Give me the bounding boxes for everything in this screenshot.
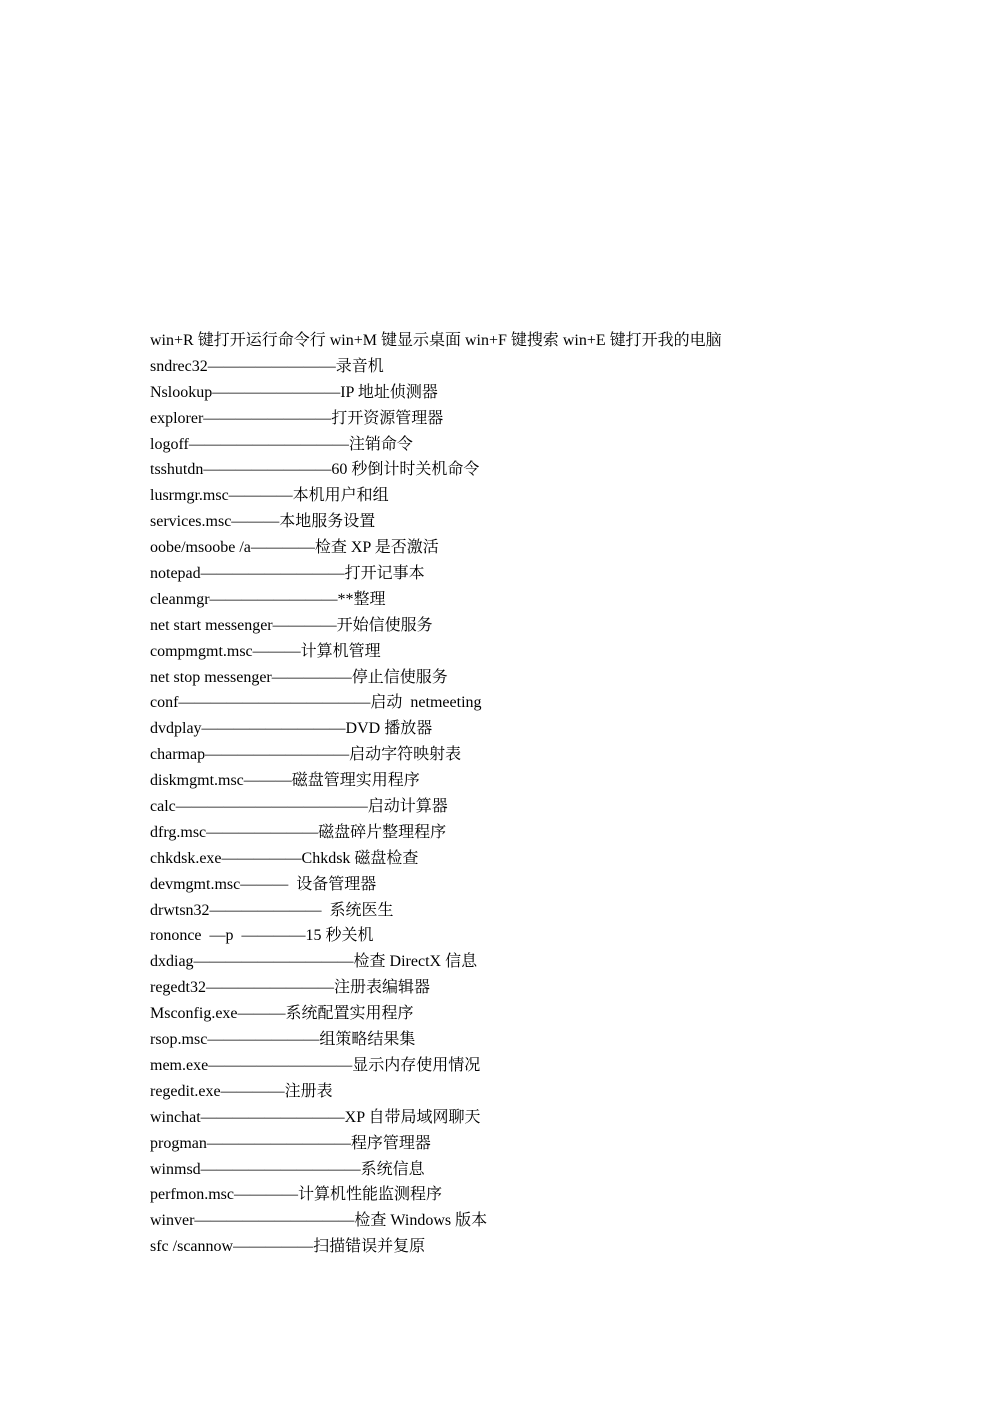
text-line: drwtsn32——————— 系统医生 bbox=[150, 901, 394, 919]
text-line: Nslookup————————IP 地址侦测器 bbox=[150, 383, 438, 401]
text-line: charmap—————————启动字符映射表 bbox=[150, 746, 462, 764]
text-line: notepad—————————打开记事本 bbox=[150, 565, 425, 583]
text-line: rsop.msc———————组策略结果集 bbox=[150, 1031, 416, 1049]
text-line: dfrg.msc———————磁盘碎片整理程序 bbox=[150, 823, 447, 841]
text-line: cleanmgr————————**整理 bbox=[150, 590, 386, 608]
text-line: winchat—————————XP 自带局域网聊天 bbox=[150, 1108, 481, 1126]
text-line: dxdiag——————————检查 DirectX 信息 bbox=[150, 953, 478, 971]
text-line: Msconfig.exe———系统配置实用程序 bbox=[150, 1005, 414, 1023]
text-line: regedit.exe————注册表 bbox=[150, 1082, 333, 1100]
text-line: regedt32————————注册表编辑器 bbox=[150, 979, 430, 997]
text-line: dvdplay—————————DVD 播放器 bbox=[150, 720, 433, 738]
text-line: rononce —p ————15 秒关机 bbox=[150, 927, 374, 945]
text-line: winmsd——————————系统信息 bbox=[150, 1160, 425, 1178]
text-line: conf————————————启动 netmeeting bbox=[150, 694, 482, 712]
text-line: diskmgmt.msc———磁盘管理实用程序 bbox=[150, 772, 420, 790]
text-line: net stop messenger—————停止信使服务 bbox=[150, 668, 448, 686]
text-line: explorer————————打开资源管理器 bbox=[150, 409, 444, 427]
text-line: progman—————————程序管理器 bbox=[150, 1134, 431, 1152]
text-line: lusrmgr.msc————本机用户和组 bbox=[150, 487, 389, 505]
text-line: net start messenger————开始信使服务 bbox=[150, 616, 433, 634]
text-line: sfc /scannow—————扫描错误并复原 bbox=[150, 1238, 426, 1256]
text-line: winver——————————检查 Windows 版本 bbox=[150, 1212, 488, 1230]
text-line: perfmon.msc————计算机性能监测程序 bbox=[150, 1186, 442, 1204]
text-line: chkdsk.exe—————Chkdsk 磁盘检查 bbox=[150, 849, 419, 867]
text-line: win+R 键打开运行命令行 win+M 键显示桌面 win+F 键搜索 win+E 键打开我的电脑 bbox=[150, 332, 722, 349]
document-body bbox=[150, 328, 950, 1260]
text-line: calc————————————启动计算器 bbox=[150, 798, 448, 816]
text-line: mem.exe—————————显示内存使用情况 bbox=[150, 1056, 481, 1074]
text-line: devmgmt.msc——— 设备管理器 bbox=[150, 875, 377, 893]
text-line: logoff——————————注销命令 bbox=[150, 435, 413, 453]
text-line: compmgmt.msc———计算机管理 bbox=[150, 642, 381, 660]
text-line: oobe/msoobe /a————检查 XP 是否激活 bbox=[150, 539, 439, 557]
text-line: sndrec32————————录音机 bbox=[150, 357, 384, 375]
text-line: services.msc———本地服务设置 bbox=[150, 513, 376, 531]
text-line: tsshutdn————————60 秒倒计时关机命令 bbox=[150, 461, 480, 479]
